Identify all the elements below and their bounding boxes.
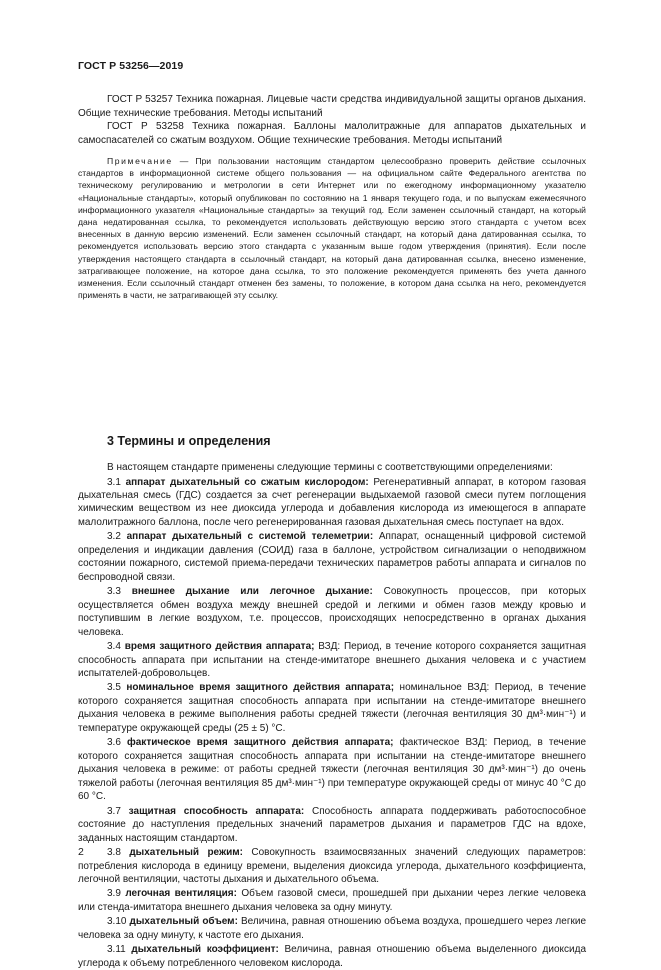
term-definition: Регенеративный аппарат, в котором газовая дыхательная смесь (ГДС) создается за счет регенерации выдыхаемой газовой смеси путем поглощения химическим веществом из нее диоксида углерода и добавления кислорода из имеющегося в аппарате малолитражного баллона, после чего регенерированная газовая дыхательная смесь поступает на вдох. xyxy=(78,476,586,528)
term-number: 3.8 xyxy=(107,847,121,859)
term-item xyxy=(78,887,586,914)
term-number: 3.2 xyxy=(107,531,121,543)
term-item xyxy=(78,640,586,680)
term-item xyxy=(78,585,586,639)
term-definition: фактическое ВЗД: Период, в течение которого сохраняется защитная способность аппарата при испытании на стенде-имитаторе внешнего дыхания человека в режиме: от работы средней тяжести (легочная вентиляция 30 дм³·мин⁻¹) до очень тяжелой работы (легочная вентиляция 85 дм³·мин⁻¹) при температуре окружающей среды от минус 40 °С до 60 °С. xyxy=(78,737,587,803)
term-number: 3.3 xyxy=(107,586,121,598)
term-number: 3.4 xyxy=(107,641,121,653)
term-name: аппарат дыхательный со сжатым кислородом: xyxy=(125,476,369,488)
term-item xyxy=(78,943,586,970)
reference-item: ГОСТ Р 53257 Техника пожарная. Лицевые части средства индивидуальной защиты органов дыхания. Общие технические требования. Методы испытаний xyxy=(78,94,586,119)
reference-item: ГОСТ Р 53258 Техника пожарная. Баллоны малолитражные для аппаратов дыхательных и самоспасателей со сжатым воздухом. Общие технические требования. Методы испытаний xyxy=(78,121,586,147)
term-name: дыхательный режим: xyxy=(129,847,243,859)
term-number: 3.6 xyxy=(107,737,121,749)
term-name: фактическое время защитного действия аппарата; xyxy=(127,737,394,749)
term-item xyxy=(78,805,586,845)
term-number: 3.11 xyxy=(107,944,126,956)
term-definition: номинальное ВЗД: Период, в течение которого сохраняется защитная способность аппарата при испытании на стенде-имитаторе внешнего дыхания человека в режиме выполнения работы средней тяжести (легочная вентиляция 30 дм³·мин⁻¹) и температуре окружающей среды (25 ± 5) °С. xyxy=(78,682,587,734)
term-definition: Величина, равная отношению объема воздуха, прошедшего через легкие человека за одну минуту, к частоте его дыхания. xyxy=(78,916,587,941)
term-name: аппарат дыхательный с системой телеметрии: xyxy=(126,531,374,543)
term-definition: Объем газовой смеси, прошедшей при дыхании через легкие человека или стенда-имитатора внешнего дыхания человека за одну минуту. xyxy=(78,888,586,913)
term-name: время защитного действия аппарата; xyxy=(124,641,315,653)
term-name: номинальное время защитного действия аппарата; xyxy=(126,682,395,694)
term-definition: Совокупность взаимосвязанных значений следующих параметров: потребления кислорода в единицу времени, выделения диоксида углерода, дыхательного коэффициента, легочной вентиляции, частоты дыхания и дыхательного объема. xyxy=(78,847,586,885)
normative-references xyxy=(78,93,586,148)
term-number: 3.10 xyxy=(107,916,127,928)
terms-list xyxy=(78,461,586,970)
term-definition: Аппарат, оснащенный цифровой системой определения и индикации давления (СОИД) газа в баллоне, устройством сигнализации о неподвижном состоянии пожарного, системой приема-передачи технических параметров работы аппарата и сигналов по беспроводной связи. xyxy=(78,531,586,583)
term-number: 3.5 xyxy=(107,682,121,694)
term-definition: Совокупность процессов, при которых осуществляется обмен воздуха между внешней средой и легкими и обмен газов между кровью и поступившим в легкие воздухом, т.е. процессов, происходящих непосредственно в органах дыхания человека. xyxy=(78,586,586,638)
section-title: 3 Термины и определения xyxy=(107,434,271,448)
term-name: дыхательный объем: xyxy=(129,916,238,928)
term-name: дыхательный коэффициент: xyxy=(131,944,279,956)
term-definition: Величина, равная отношению объема выделенного диоксида углерода к объему потребленного человеком кислорода. xyxy=(78,944,586,969)
document-header: ГОСТ Р 53256—2019 xyxy=(78,60,184,72)
term-name: внешнее дыхание или легочное дыхание: xyxy=(131,586,373,598)
term-number: 3.7 xyxy=(107,805,121,817)
term-definition: Способность аппарата поддерживать работоспособное состояние до наступления предельных значений параметров дыхания и параметров ГДС на вдохе, заданных настоящим стандартом. xyxy=(78,805,587,844)
note-label: Примечание xyxy=(107,156,173,166)
section-intro: В настоящем стандарте применены следующие термины с соответствующими определениями: xyxy=(107,462,553,473)
term-item xyxy=(78,530,586,584)
term-item xyxy=(78,915,586,942)
note-text: — При пользовании настоящим стандартом целесообразно проверить действие ссылочных стандартов в информационной системе общего пользования — на официальном сайте Федерального агентства по техническому регулированию и метрологии в сети Интернет или по ежегодному информационному указателю «Национальные стандарты», который опубликован по состоянию на 1 января текущего года, и по выпускам ежемесячного информационного указателя «Национальные стандарты» за текущий год. Если заменен ссылочный стандарт, на который дана недатированная ссылка, то рекомендуется использовать действующую версию этого стандарта с учетом всех внесенных в данную версию изменений. Если заменен ссылочный стандарт, на который дана датированная ссылка, то рекомендуется использовать версию этого стандарта с указанным выше годом утверждения (принятия). Если после утверждения настоящего стандарта в ссылочный стандарт, на который дана датированная ссылка, внесено изменение, затрагивающее положение, на которое дана ссылка, то это положение рекомендуется применять без учета данного изменения. Если ссылочный стандарт отменен без замены, то положение, в котором дана ссылка на него, рекомендуется применять в части, не затрагивающей эту ссылку. xyxy=(78,156,586,301)
term-item xyxy=(78,681,586,735)
term-item xyxy=(78,476,586,530)
term-item xyxy=(78,736,586,803)
term-definition: ВЗД: Период, в течение которого сохраняется защитная способность аппарата при испытании на стенде-имитаторе внешнего дыхания человека и с участием испытателей-добровольцев. xyxy=(78,641,586,679)
term-name: легочная вентиляция: xyxy=(125,888,237,900)
page-number: 2 xyxy=(78,846,84,858)
term-number: 3.9 xyxy=(107,888,121,900)
note-paragraph xyxy=(78,155,586,301)
term-item xyxy=(78,846,586,886)
term-number: 3.1 xyxy=(107,476,121,488)
note-block xyxy=(78,155,586,301)
term-name: защитная способность аппарата: xyxy=(128,805,305,817)
